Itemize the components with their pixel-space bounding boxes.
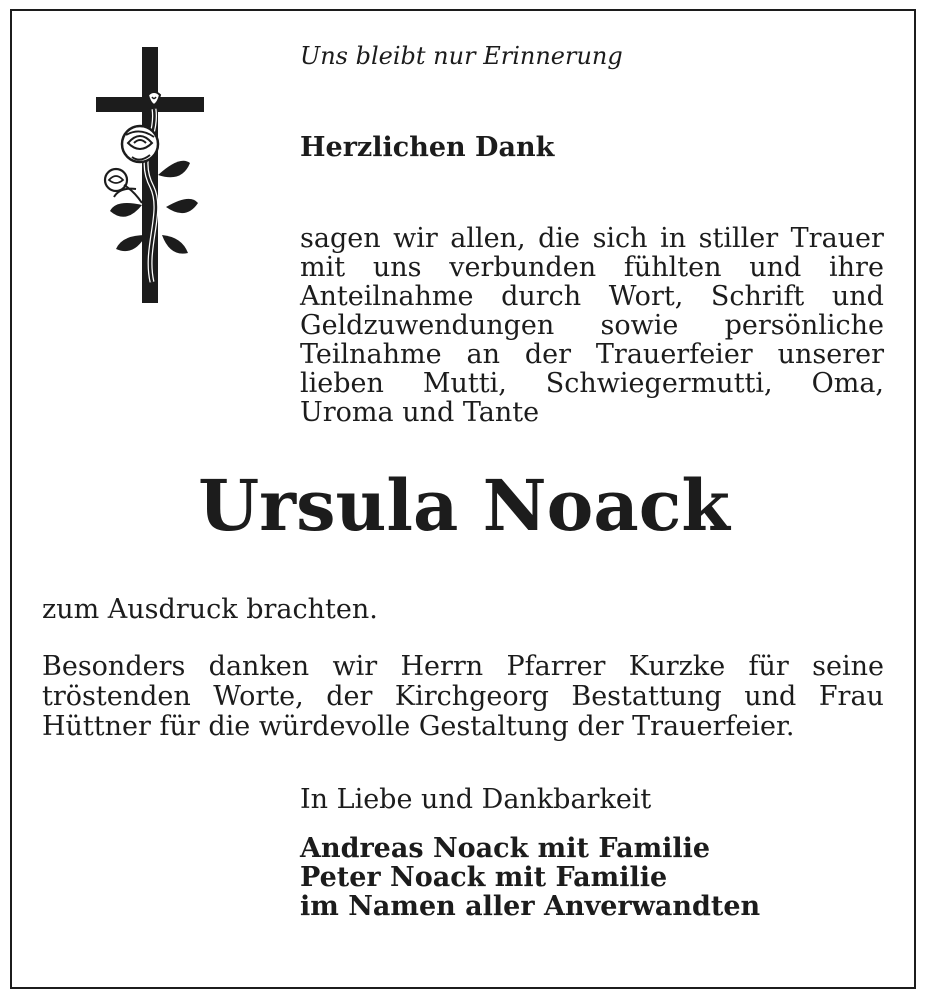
word: Frau [818, 681, 884, 712]
word: lieben [300, 368, 384, 399]
word: Bestattung [571, 681, 722, 712]
word: Mutti, [422, 368, 507, 399]
word: ihre [829, 252, 884, 283]
word: wir [393, 223, 438, 254]
word: persönliche [724, 310, 884, 341]
signatures [300, 834, 760, 921]
special-thanks-paragraph [42, 652, 884, 742]
motto: Uns bleibt nur Erinnerung [300, 42, 623, 70]
word: unserer [777, 339, 884, 370]
word: und [749, 252, 802, 283]
signature-line: Andreas Noack mit Familie [300, 833, 711, 864]
word: Geldzuwendungen [300, 310, 555, 341]
special-line [42, 682, 884, 712]
intro-line [300, 311, 884, 340]
word: Trauerfeier [595, 339, 753, 370]
intro-paragraph [300, 224, 884, 427]
word: danken [208, 651, 310, 682]
special-last-line: Hüttner für die würdevolle Gestaltung der Trauerfeier. [42, 711, 795, 742]
intro-line [300, 253, 884, 282]
signature-line: Peter Noack mit Familie [300, 862, 668, 893]
word: sagen [300, 223, 381, 254]
intro-line [300, 340, 884, 369]
word: sowie [600, 310, 679, 341]
word: der [326, 681, 373, 712]
word: für [748, 651, 789, 682]
word: fühlten [623, 252, 722, 283]
thanks-heading: Herzlichen Dank [300, 132, 555, 163]
word: Besonders [42, 651, 186, 682]
intro-line [300, 224, 884, 253]
word: der [524, 339, 572, 370]
cross-with-rose-icon [96, 47, 206, 303]
signature-line: im Namen aller Anverwandten [300, 891, 761, 922]
intro-last-line: Uroma und Tante [300, 397, 540, 428]
intro-line [300, 282, 884, 311]
word: und [831, 281, 884, 312]
intro-line [300, 369, 884, 398]
word: Herrn [400, 651, 484, 682]
word: seine [812, 651, 884, 682]
deceased-name: Ursula Noack [198, 464, 730, 547]
word: verbunden [449, 252, 597, 283]
word: an [466, 339, 500, 370]
word: in [660, 223, 687, 254]
word: Pfarrer [506, 651, 606, 682]
word: Schwiegermutti, [545, 368, 773, 399]
word: durch [501, 281, 582, 312]
special-line [42, 652, 884, 682]
word: Wort, [608, 281, 684, 312]
word: wir [332, 651, 378, 682]
word: mit [300, 252, 346, 283]
word: die [538, 223, 581, 254]
word: Oma, [811, 368, 884, 399]
word: Worte, [213, 681, 304, 712]
word: Teilnahme [300, 339, 442, 370]
word: sich [592, 223, 648, 254]
word: stiller [698, 223, 779, 254]
after-name-text: zum Ausdruck brachten. [42, 594, 378, 625]
word: tröstenden [42, 681, 191, 712]
word: Kirchgeorg [394, 681, 549, 712]
word: uns [372, 252, 422, 283]
word: und [744, 681, 797, 712]
word: Kurzke [628, 651, 726, 682]
word: Trauer [790, 223, 884, 254]
word: allen, [450, 223, 526, 254]
closing-phrase: In Liebe und Dankbarkeit [300, 784, 652, 815]
word: Anteilnahme [300, 281, 474, 312]
word: Schrift [710, 281, 805, 312]
